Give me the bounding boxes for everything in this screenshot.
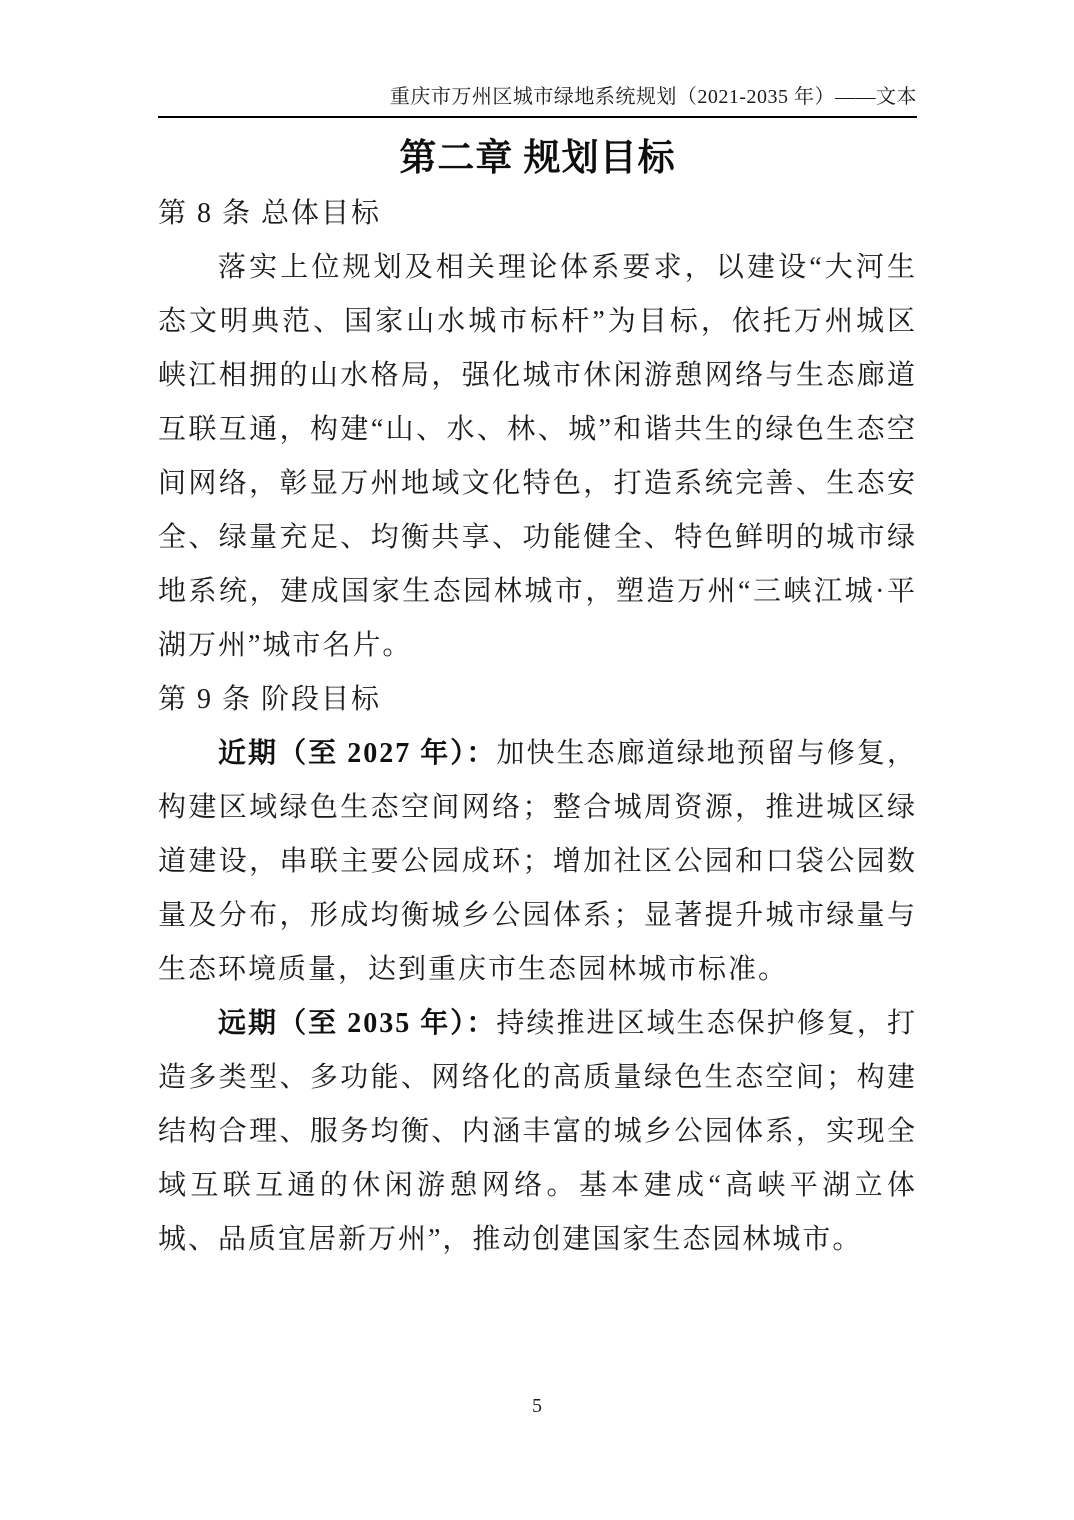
paragraph-near-term bbox=[158, 727, 917, 997]
running-header bbox=[158, 0, 917, 118]
page-number: 5 bbox=[532, 1395, 542, 1417]
page-footer bbox=[0, 1393, 1074, 1419]
header-rule bbox=[158, 116, 917, 118]
paragraph-text: 持续推进区域生态保护修复，打造多类型、多功能、网络化的高质量绿色生态空间；构建结构合理、服务均衡、内涵丰富的城乡公园体系，实现全域互联互通的休闲游憩网络。基本建成“高峡平湖立体城、品质宜居新万州”，推动创建国家生态园林城市。 bbox=[158, 1008, 917, 1255]
paragraph-lead-long-term: 远期（至 2035 年）： bbox=[218, 1008, 497, 1039]
article-heading-8: 第 8 条 总体目标 bbox=[158, 198, 382, 229]
paragraph-lead-near-term: 近期（至 2027 年）： bbox=[218, 738, 497, 769]
paragraph-overall-goal bbox=[158, 241, 917, 673]
paragraph-long-term bbox=[158, 997, 917, 1267]
running-header-text: 重庆市万州区城市绿地系统规划（2021-2035 年）——文本 bbox=[389, 86, 917, 108]
document-body bbox=[158, 187, 917, 1267]
paragraph-text: 落实上位规划及相关理论体系要求，以建设“大河生态文明典范、国家山水城市标杆”为目标，依托万州城区峡江相拥的山水格局，强化城市休闲游憩网络与生态廊道互联互通，构建“山、水、林、城”和谐共生的绿色生态空间网络，彰显万州地域文化特色，打造系统完善、生态安全、绿量充足、均衡共享、功能健全、特色鲜明的城市绿地系统，建成国家生态园林城市，塑造万州“三峡江城·平湖万州”城市名片。 bbox=[158, 252, 917, 661]
chapter-title: 第二章 规划目标 bbox=[399, 138, 676, 179]
paragraph-text: 加快生态廊道绿地预留与修复，构建区域绿色生态空间网络；整合城周资源，推进城区绿道建设，串联主要公园成环；增加社区公园和口袋公园数量及分布，形成均衡城乡公园体系；显著提升城市绿量与生态环境质量，达到重庆市生态园林城市标准。 bbox=[158, 738, 917, 985]
article-heading-9: 第 9 条 阶段目标 bbox=[158, 684, 382, 715]
